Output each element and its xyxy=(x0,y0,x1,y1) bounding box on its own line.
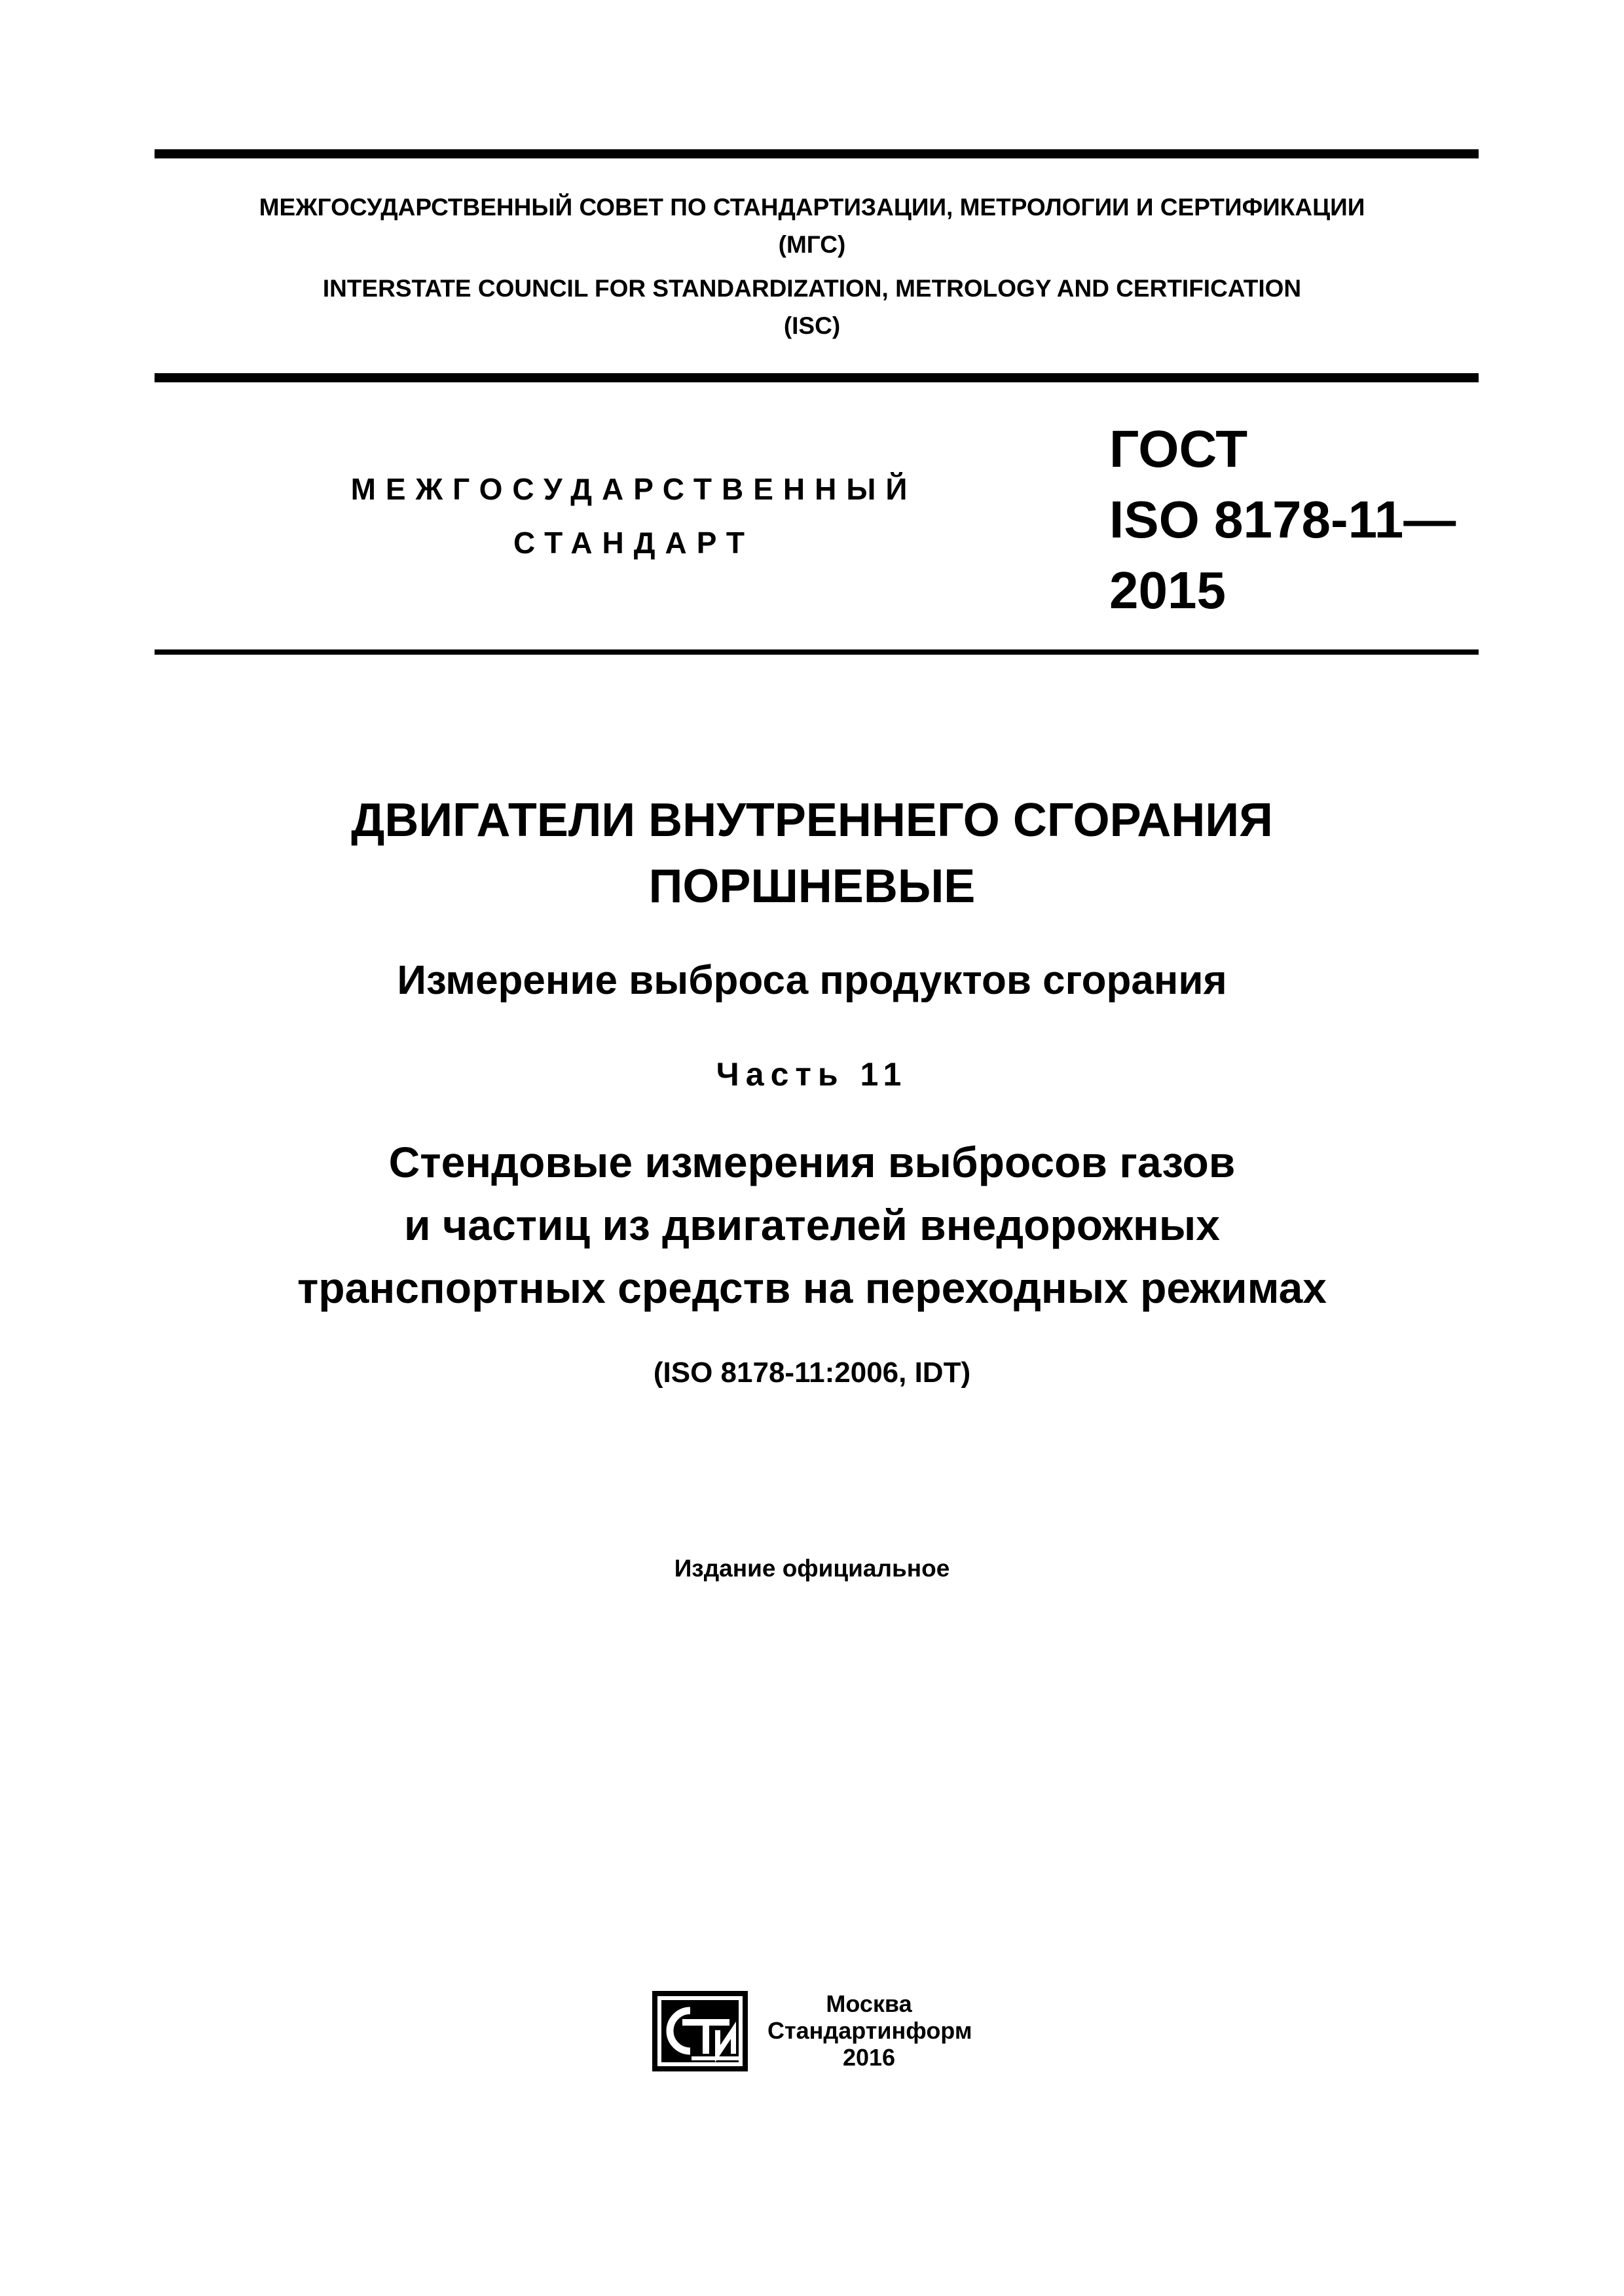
standartinform-logo-icon xyxy=(652,1991,748,2071)
iso-reference: (ISO 8178-11:2006, IDT) xyxy=(653,1357,971,1389)
main-title-line1: ДВИГАТЕЛИ ВНУТРЕННЕГО СГОРАНИЯ xyxy=(351,794,1273,847)
council-abbr-ru: (МГС) xyxy=(778,231,846,258)
designation-line2: ISO 8178-11— xyxy=(1109,490,1456,549)
edition-note: Издание официальное xyxy=(674,1555,950,1582)
top-rule xyxy=(155,149,1479,158)
publication-year: 2016 xyxy=(842,2044,896,2071)
standard-type xyxy=(339,471,929,560)
publisher-name: Стандартинформ xyxy=(767,2017,972,2044)
publisher-city: Москва xyxy=(826,1990,912,2017)
standard-designation xyxy=(1109,414,1456,626)
council-abbr-en: (ISC) xyxy=(783,312,841,339)
main-title-line2: ПОРШНЕВЫЕ xyxy=(648,860,976,913)
council-name-en: INTERSTATE COUNCIL FOR STANDARDIZATION, METROLOGY AND CERTIFICATION xyxy=(322,275,1302,302)
part-title-line2: и частиц из двигателей внедорожных xyxy=(404,1201,1220,1249)
part-title-line3: транспортных средств на переходных режимах xyxy=(297,1264,1327,1312)
subtitle: Измерение выброса продуктов сгорания xyxy=(397,958,1227,1003)
part-title-line1: Стендовые измерения выбросов газов xyxy=(388,1138,1236,1186)
publisher-logo xyxy=(652,1991,748,2071)
standard-type-line2: СТАНДАРТ xyxy=(513,526,754,560)
standard-type-line1: МЕЖГОСУДАРСТВЕННЫЙ xyxy=(350,472,917,506)
part-number: Часть 11 xyxy=(716,1056,908,1093)
publisher-info xyxy=(767,1990,970,2071)
header-rule xyxy=(155,373,1479,382)
designation-line3: 2015 xyxy=(1109,561,1226,619)
council-name-ru: МЕЖГОСУДАРСТВЕННЫЙ СОВЕТ ПО СТАНДАРТИЗАЦИИ, МЕТРОЛОГИИ И СЕРТИФИКАЦИИ xyxy=(259,194,1365,221)
designation-line1: ГОСТ xyxy=(1109,420,1248,478)
designation-rule xyxy=(155,649,1479,655)
